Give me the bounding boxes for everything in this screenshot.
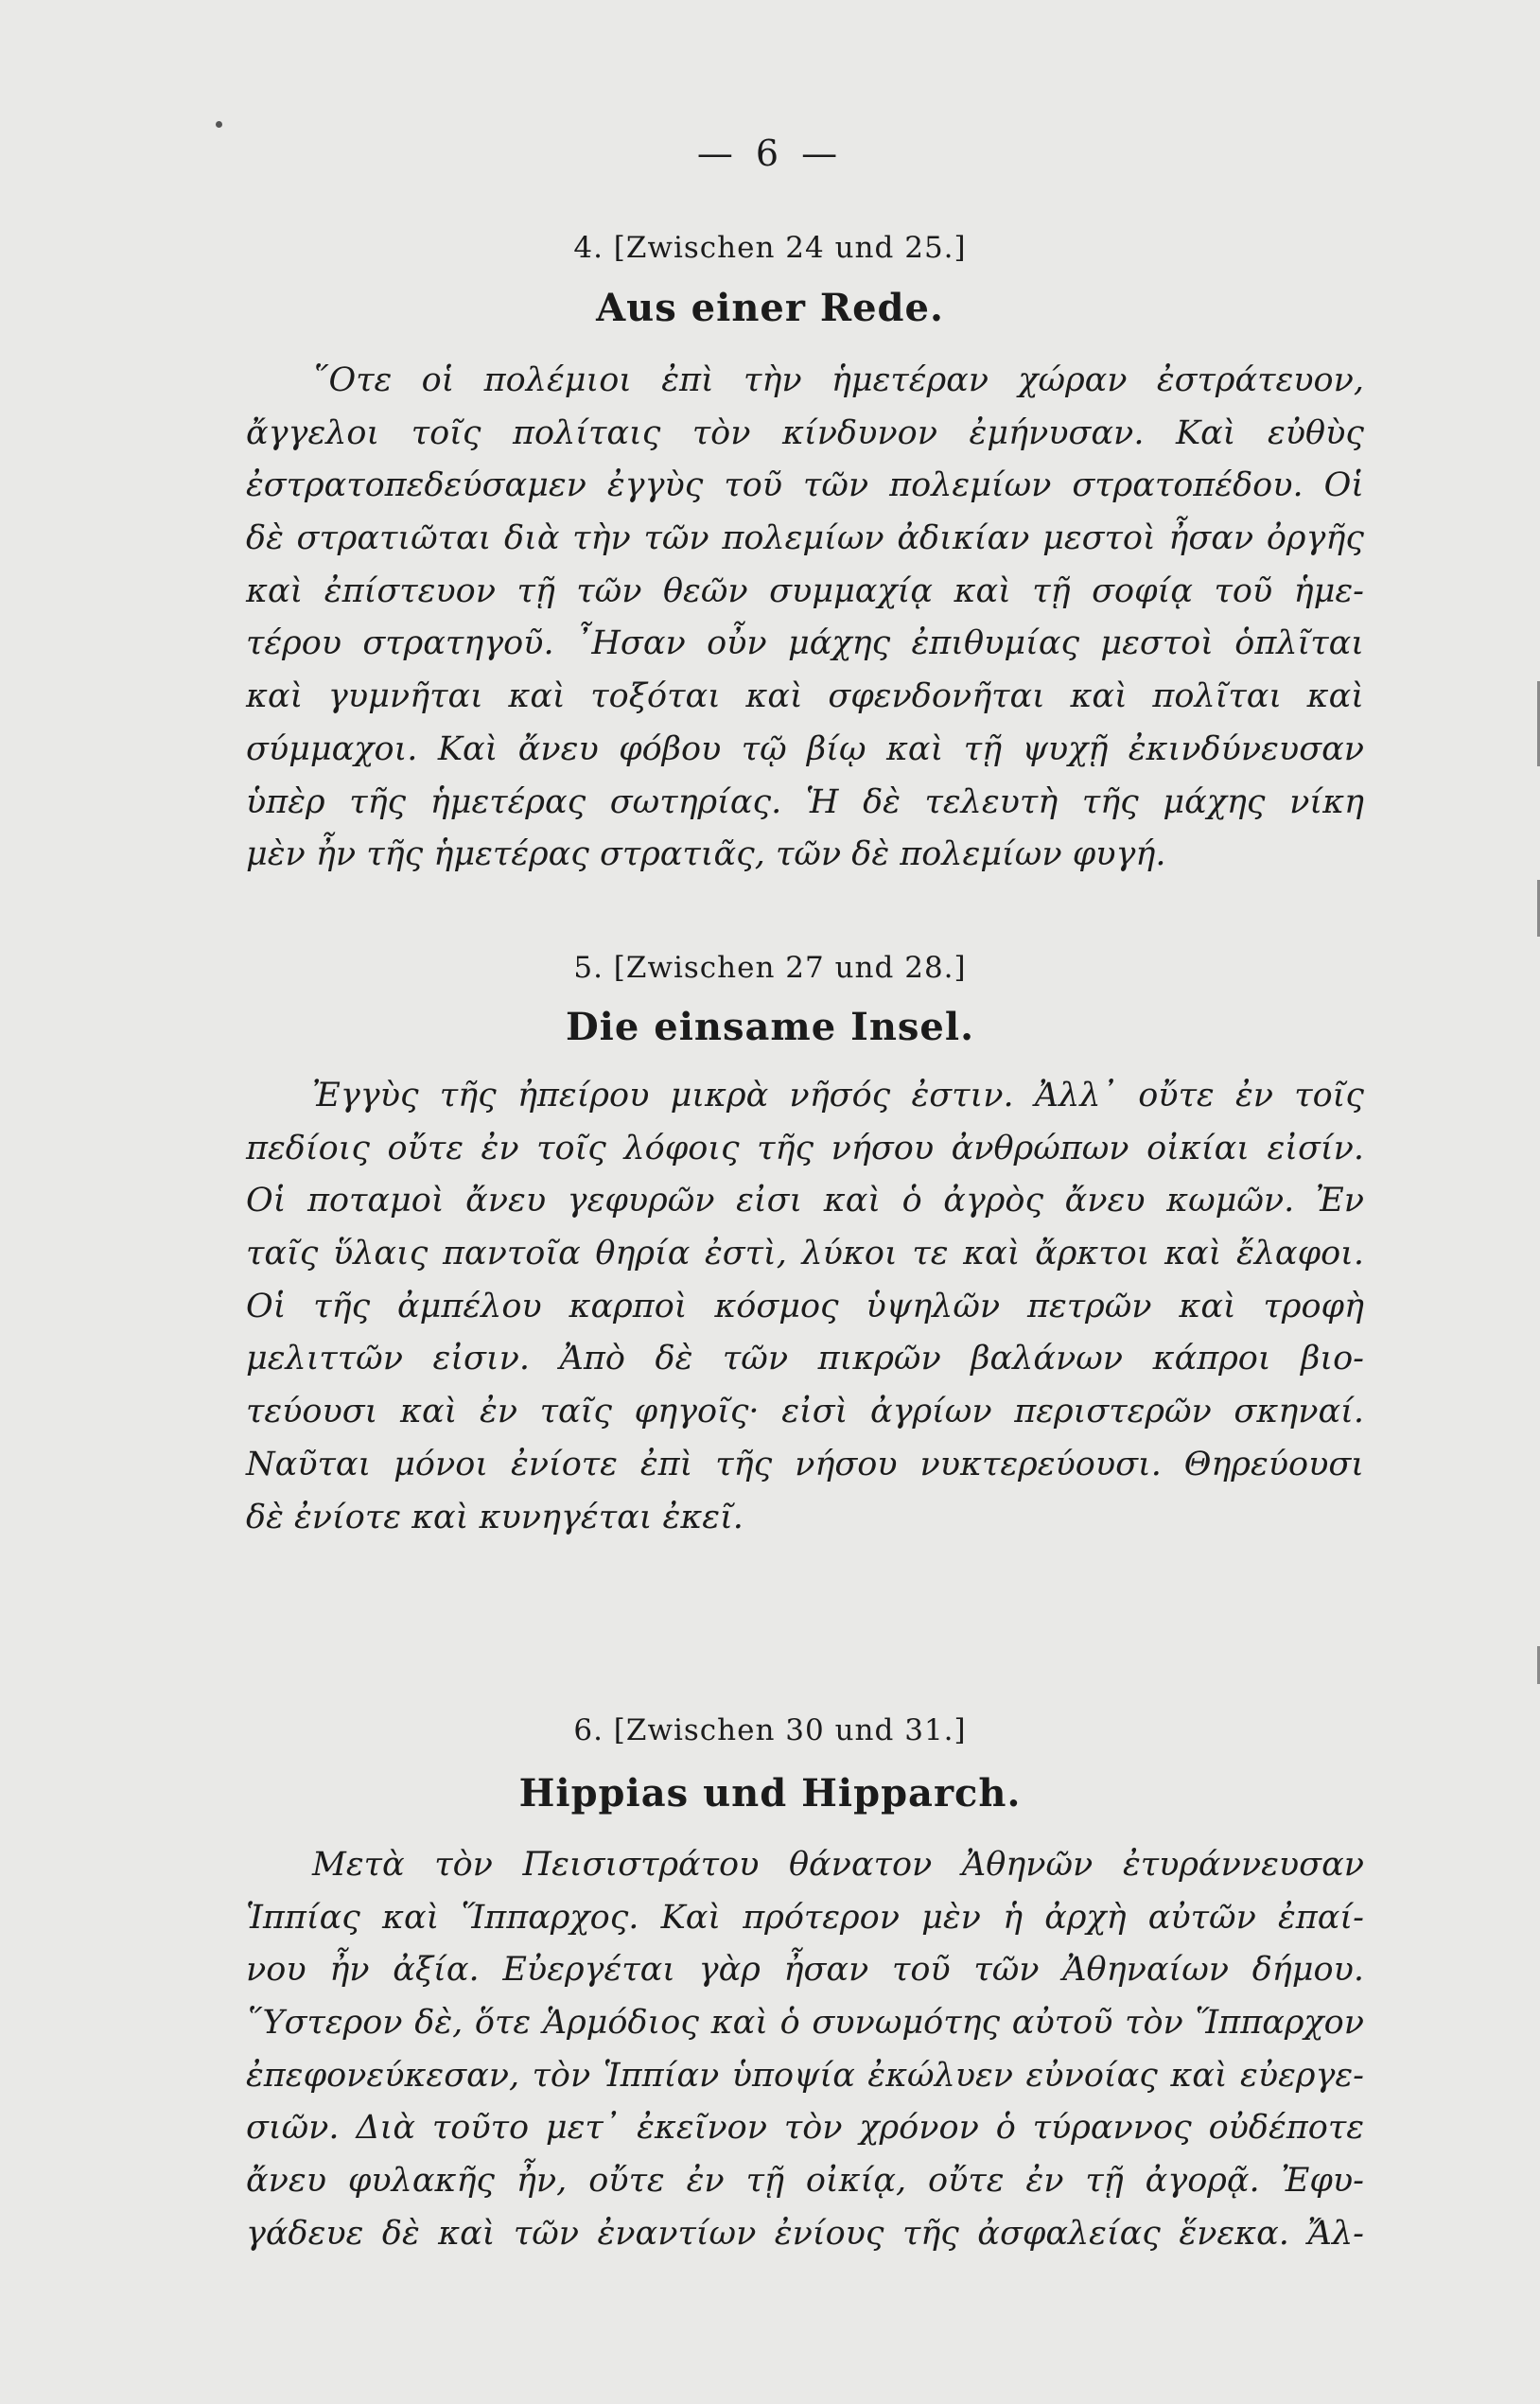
text-line: ἄνευ φυλακῆς ἦν, οὔτε ἐν τῇ οἰκίᾳ, οὔτε ἐν τῇ ἀγορᾷ. Ἐφυ- [246, 2162, 1364, 2201]
section-body [246, 1070, 1364, 1544]
text-line: σύμμαχοι. Καὶ ἄνευ φόβου τῷ βίῳ καὶ τῇ ψυχῇ ἐκινδύνευσαν [246, 729, 1364, 768]
text-line: γάδευε δὲ καὶ τῶν ἐναντίων ἐνίους τῆς ἀσφαλείας ἕνεκα. Ἄλ- [246, 2214, 1364, 2253]
text-line: ἐστρατοπεδεύσαμεν ἐγγὺς τοῦ τῶν πολεμίων στρατοπέδου. Οἱ [246, 466, 1364, 505]
text-line: Ἐγγὺς τῆς ἠπείρου μικρὰ νῆσός ἐστιν. Ἀλλ᾽ οὔτε ἐν τοῖς [312, 1077, 1364, 1114]
text-line: ὑπὲρ τῆς ἡμετέρας σωτηρίας. Ἡ δὲ τελευτὴ τῆς μάχης νίκη [246, 782, 1364, 821]
section-label: 5. [Zwischen 27 und 28.] [573, 951, 967, 985]
ink-speck [216, 121, 222, 128]
text-line: Οἱ τῆς ἀμπέλου καρποὶ κόσμος ὑψηλῶν πετρῶν καὶ τροφὴ [246, 1287, 1364, 1325]
text-line: πεδίοις οὔτε ἐν τοῖς λόφοις τῆς νήσου ἀνθρώπων οἰκίαι εἰσίν. [246, 1129, 1364, 1167]
section-title: Hippias und Hipparch. [518, 1771, 1022, 1816]
text-line: καὶ ἐπίστευον τῇ τῶν θεῶν συμμαχίᾳ καὶ τῇ σοφίᾳ τοῦ ἡμε- [246, 571, 1364, 610]
text-line: Ἱππίας καὶ Ἵππαρχος. Καὶ πρότερον μὲν ἡ ἀρχὴ αὐτῶν ἐπαί- [246, 1898, 1364, 1937]
section-title: Aus einer Rede. [596, 286, 944, 330]
text-line: ῞Οτε οἱ πολέμιοι ἐπὶ τὴν ἡμετέραν χώραν ἐστράτευον, [312, 361, 1364, 399]
text-line: ἐπεφονεύκεσαν, τὸν Ἱππίαν ὑποψία ἐκώλυεν εὐνοίας καὶ εὐεργε- [246, 2056, 1364, 2095]
text-line: ῞Υστερον δὲ, ὅτε Ἁρμόδιος καὶ ὁ συνωμότης αὐτοῦ τὸν Ἵππαρχον [246, 2004, 1364, 2043]
text-line: νου ἦν ἀξία. Εὐεργέται γὰρ ἦσαν τοῦ τῶν Ἀθηναίων δήμου. [246, 1951, 1364, 1990]
text-line: Μετὰ τὸν Πεισιστράτου θάνατον Ἀθηνῶν ἐτυράννευσαν [312, 1846, 1364, 1884]
page-number: — 6 — [696, 132, 844, 174]
section-body [246, 1839, 1364, 2261]
text-line: σιῶν. Διὰ τοῦτο μετ᾽ ἐκεῖνον τὸν χρόνον ὁ τύραννος οὐδέποτε [246, 2109, 1364, 2148]
text-line: δὲ ἐνίοτε καὶ κυνηγέται ἐκεῖ. [246, 1498, 744, 1536]
text-line: τεύουσι καὶ ἐν ταῖς φηγοῖς· εἰσὶ ἀγρίων περιστερῶν σκηναί. [246, 1393, 1364, 1431]
text-line: μελιττῶν εἰσιν. Ἀπὸ δὲ τῶν πικρῶν βαλάνων κάπροι βιο- [246, 1340, 1364, 1378]
text-line: Ναῦται μόνοι ἐνίοτε ἐπὶ τῆς νήσου νυκτερεύουσι. Θηρεύουσι [246, 1445, 1364, 1483]
section-label: 4. [Zwischen 24 und 25.] [573, 231, 967, 265]
section-title: Die einsame Insel. [565, 1005, 974, 1049]
text-line: ἄγγελοι τοῖς πολίταις τὸν κίνδυνον ἐμήνυσαν. Καὶ εὐθὺς [246, 413, 1364, 452]
text-line: μὲν ἦν τῆς ἡμετέρας στρατιᾶς, τῶν δὲ πολεμίων φυγή. [246, 835, 1166, 874]
section-body [246, 355, 1364, 882]
text-line: τέρου στρατηγοῦ. ῏Ησαν οὖν μάχης ἐπιθυμίας μεστοὶ ὁπλῖται [246, 624, 1364, 663]
text-line: καὶ γυμνῆται καὶ τοξόται καὶ σφενδονῆται καὶ πολῖται καὶ [246, 677, 1364, 716]
text-line: Οἱ ποταμοὶ ἄνευ γεφυρῶν εἰσι καὶ ὁ ἀγρὸς ἄνευ κωμῶν. Ἐν [246, 1182, 1364, 1220]
text-line: δὲ στρατιῶται διὰ τὴν τῶν πολεμίων ἀδικίαν μεστοὶ ἦσαν ὀργῆς [246, 519, 1364, 558]
text-line: ταῖς ὕλαις παντοῖα θηρία ἐστὶ, λύκοι τε καὶ ἄρκτοι καὶ ἔλαφοι. [246, 1235, 1364, 1273]
section-label: 6. [Zwischen 30 und 31.] [573, 1713, 967, 1747]
